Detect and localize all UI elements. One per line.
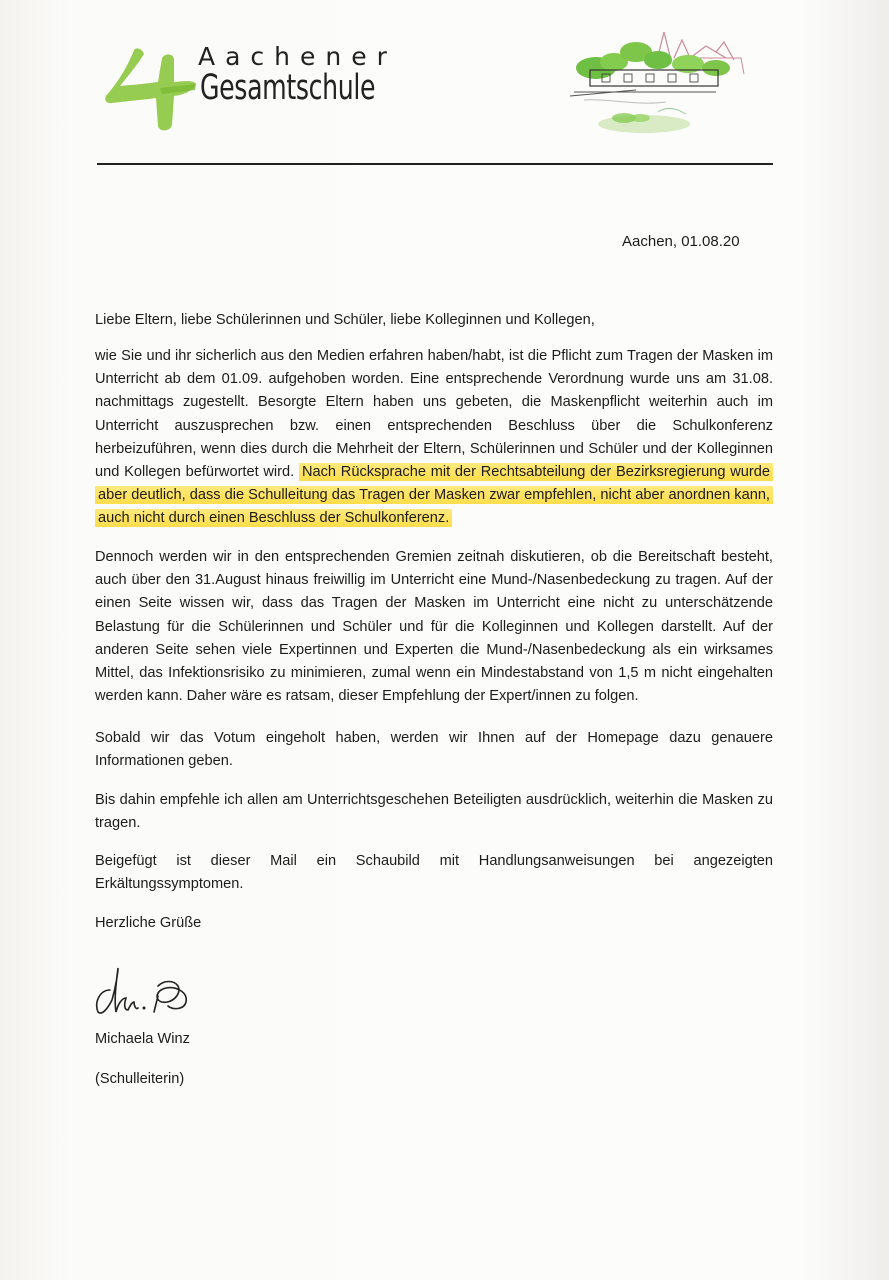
paragraph-4: Bis dahin empfehle ich allen am Unterrichtsgeschehen Beteiligten ausdrücklich, weiterhin die Masken zu tragen. [95, 792, 773, 832]
school-logo [100, 40, 400, 135]
logo-text-gesamtschule: Gesamtschule [200, 68, 376, 108]
paragraph-2: Dennoch werden wir in den entsprechenden Gremien zeitnah diskutieren, ob die Bereitschaft besteht, auch über den 31.August hinaus freiwillig im Unterricht eine Mund-/Nasenbedeckung zu tragen. Auf der einen Seite wissen wir, dass das Tragen der Masken im Unterricht eine nicht zu unterschätzende Belastung für die Schülerinnen und Schüler und für die Kolleginnen und Kollegen darstellt. Auf der anderen Seite sehen viele Expertinnen und Experten die Mund-/Nasenbedeckung als ein wirksames Mittel, das Infektionsrisiko zu minimieren, zumal wenn ein Mindestabstand von 1,5 m nicht eingehalten werden kann. Daher wäre es ratsam, dieser Empfehlung der Expert/innen zu folgen. [95, 549, 773, 705]
highlighted-passage: Nach Rücksprache mit der Rechtsabteilung der Bezirksregierung wurde aber deutlich, dass die Schulleitung das Tragen der Masken zwar empfehlen, nicht aber anordnen kann, auch nicht durch einen Beschluss der Schulkonferenz. [95, 463, 773, 527]
paragraph-1-text: wie Sie und ihr sicherlich aus den Medien erfahren haben/habt, ist die Pflicht zum Tragen der Masken im Unterricht ab dem 01.09. aufgehoben worden. Eine entsprechende Verordnung wurde uns am 31.08. nachmittags zugestellt. Besorgte Eltern haben uns gebeten, die Maskenpflicht weiterhin auch im Unterricht auszusprechen bzw. einen entsprechenden Beschluss über die Schulkonferenz herbeizuführen, wenn dies durch die Mehrheit der Eltern, Schülerinnen und Schüler und der Kolleginnen und Kollegen befürwortet wird. [95, 348, 773, 481]
paragraph-1 [95, 345, 773, 531]
salutation: Liebe Eltern, liebe Schülerinnen und Schüler, liebe Kolleginnen und Kollegen, [95, 312, 595, 328]
signer-name: Michaela Winz [95, 1031, 190, 1047]
school-building-illustration [566, 28, 756, 138]
number-four-logo-mark [100, 48, 200, 133]
letterhead-divider [97, 163, 773, 165]
letter-date: Aachen, 01.08.20 [622, 233, 740, 250]
logo-text-aachener: Aachener [198, 42, 397, 71]
handwritten-signature [88, 960, 208, 1020]
paragraph-5: Beigefügt ist dieser Mail ein Schaubild mit Handlungsanweisungen bei angezeigten Erkältungssymptomen. [95, 853, 773, 893]
paragraph-3: Sobald wir das Votum eingeholt haben, werden wir Ihnen auf der Homepage dazu genauere Informationen geben. [95, 730, 773, 770]
closing: Herzliche Grüße [95, 915, 202, 931]
signer-role: (Schulleiterin) [95, 1071, 185, 1087]
